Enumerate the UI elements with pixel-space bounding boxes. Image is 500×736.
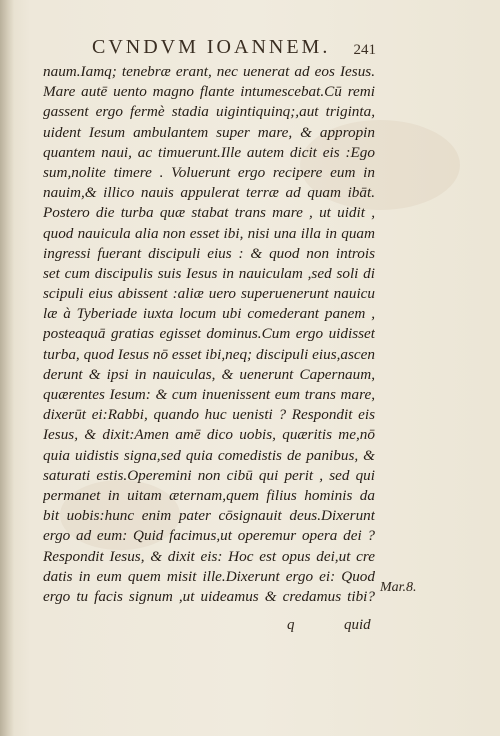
text-line: dixerūt ei:Rabbi, quando huc uenisti ? Respondit eis	[43, 406, 375, 424]
text-line: set cum discipulis suis Iesus in nauiculam ,sed soli di	[43, 264, 375, 282]
text-line: quia uidistis signa,sed quia comedistis de panibus, &	[43, 446, 375, 464]
marginal-note: Mar.8.	[380, 580, 417, 595]
binding-gutter	[0, 0, 14, 736]
text-line: quantem naui, ac timuerunt.Ille autem dicit eis :Ego	[43, 143, 375, 161]
text-line: turba, quod Iesus nō esset ibi,neq; discipuli eius,ascen	[43, 345, 375, 363]
text-line: datis in eum quem misit ille.Dixerunt ergo ei: Quod	[43, 567, 375, 585]
text-line: ingressi fuerant discipuli eius : & quod non introis	[43, 244, 375, 262]
text-line: Mare autē uento magno flante intumescebat.Cū remi	[43, 83, 375, 101]
running-title: CVNDVM IOANNEM.	[92, 36, 331, 58]
text-line: quod nauicula alia non esset ibi, nisi una illa in quam	[43, 224, 375, 242]
catchword: quid	[344, 617, 371, 633]
text-line: nauim,& illico nauis appulerat terræ ad quam ibāt.	[43, 184, 375, 202]
text-line: uident Iesum ambulantem super mare, & appropin	[43, 123, 375, 141]
signature-mark: q	[287, 617, 295, 633]
text-line: gassent ergo fermè stadia uigintiquinq;,aut triginta,	[43, 103, 375, 121]
text-line: Iesus, & dixit:Amen amē dico uobis, quæritis me,nō	[43, 426, 375, 444]
text-line: naum.Iamq; tenebræ erant, nec uenerat ad eos Iesus.	[43, 63, 375, 80]
text-line: bit uobis:hunc enim pater cōsignauit deus.Dixerunt	[43, 507, 375, 525]
text-line: sum,nolite timere . Voluerunt ergo recipere eum in	[43, 163, 375, 181]
text-line: quærentes Iesum: & cum inuenissent eum trans mare,	[43, 386, 375, 403]
text-line: permanet in uitam æternam,quem filius hominis da	[43, 486, 375, 504]
text-line: scipuli eius abissent :aliæ uero superuenerunt nauicu	[43, 285, 375, 303]
text-line: saturati estis.Operemini non cibū qui perit , sed qui	[43, 466, 375, 484]
page-number: 241	[353, 42, 376, 58]
text-block	[43, 62, 375, 607]
text-line: posteaquā gratias egisset dominus.Cum ergo uidisset	[43, 325, 375, 343]
text-line: Respondit Iesus, & dixit eis: Hoc est opus dei,ut cre	[43, 547, 375, 565]
text-line: læ à Tyberiade iuxta locum ubi comederant panem ,	[43, 305, 375, 323]
text-line: ergo tu facis signum ,ut uideamus & credamus tibi?	[43, 587, 375, 605]
text-line: derunt & ipsi in nauiculas, & uenerunt Capernaum,	[43, 365, 375, 383]
text-line: Postero die turba quæ stabat trans mare , ut uidit ,	[43, 204, 375, 222]
text-line: ergo ad eum: Quid facimus,ut operemur opera dei ?	[43, 527, 375, 545]
